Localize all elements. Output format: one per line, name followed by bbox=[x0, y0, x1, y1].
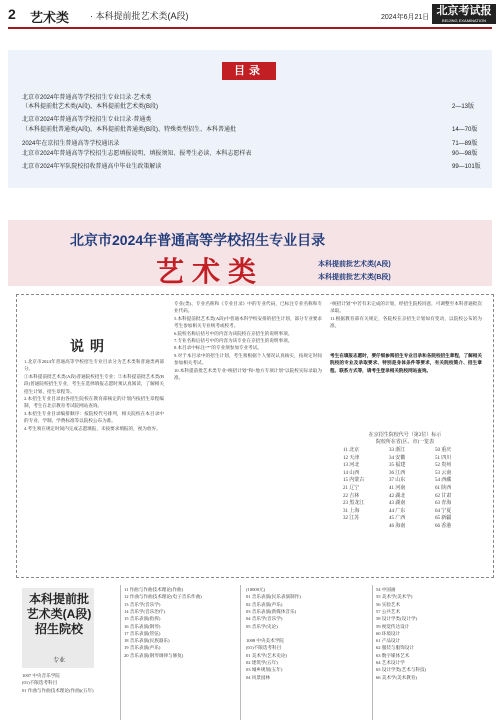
bottom-list-item: 15 音乐表演(指挥) bbox=[124, 616, 161, 622]
bottom-list-item: 54 中国画 bbox=[376, 587, 396, 592]
table-row bbox=[335, 469, 475, 477]
explanation-paragraph: 专业(类)、专业名称和《专业目录》中的专业代码，已标注专业名称和专业代码。 bbox=[174, 301, 322, 314]
bottom-list-item: 04 音乐学(音乐学) bbox=[246, 616, 283, 622]
recommend-title-line: 招生院校 bbox=[34, 622, 83, 636]
bottom-list-item: 19 音乐表演(声乐) bbox=[124, 645, 161, 651]
bottom-list-item: 03 音乐表演(新媒体音乐) bbox=[246, 608, 297, 614]
bottom-list-item: 64 艺术设计学 bbox=[376, 660, 405, 665]
banner-line-b: 本科提前批艺术类(B段) bbox=[318, 274, 391, 281]
explanation-paragraph: ①本科提前批艺术类(A段)普通院校招生专业；②本科提前批艺术类(B段)普通院校招生专业，考生在选择填报志愿时须认真阅读，了解相关招生计划、招生章程等。 bbox=[24, 373, 164, 394]
toc-line-text: 北京市2024年普通高等学校招生志愿填报说明、填报须知、报考生必读、本科志愿样表 bbox=[22, 151, 252, 157]
toc-line-text: 2024年在京招生普通高等学校通讯录 bbox=[22, 141, 120, 147]
bottom-list-item: 61 产品设计 bbox=[376, 638, 401, 644]
bottom-list-item: 59 视觉传达设计 bbox=[376, 623, 410, 629]
table-cell: 51 四川 bbox=[435, 455, 452, 461]
explanation-paragraph: 2.本招生专业目录由各招生院校在教育部核定的计划内按招生章程编制，考生在北京教育考试院网站查询。 bbox=[24, 396, 164, 409]
bottom-list-item: (01)不限选考科目 bbox=[22, 680, 58, 686]
table-cell: 11 北京 bbox=[343, 448, 360, 453]
explanation-paragraph: 4.考生须在规定时间内完成志愿填报，未按要求填报的，视为放弃。 bbox=[24, 425, 161, 431]
recommend-title bbox=[26, 592, 92, 637]
toc-line bbox=[22, 101, 475, 110]
table-cell: 12 天津 bbox=[343, 455, 360, 461]
toc-line bbox=[22, 92, 151, 101]
toc-line-page: 90—98版 bbox=[452, 151, 478, 157]
bottom-list-item: 16 音乐表演(钢琴) bbox=[124, 623, 161, 629]
bottom-list-item: 11 作曲与作曲技术理论(作曲) bbox=[124, 587, 184, 592]
table-row bbox=[335, 507, 475, 515]
bottom-list-item: 60 环境设计 bbox=[376, 630, 401, 636]
explanation-paragraph: 3.本招生专业目录编排顺序：按院校代号排列，相关院校在本目录中的专业、学制、学费标准等以院校公布为准。 bbox=[24, 410, 164, 424]
explanation-paragraph: 7.专业名称后括号中的内容为该专业在京招生的说明事项。 bbox=[174, 338, 293, 344]
explanation-paragraph: 11.根据教育部有关规定，各院校在京招生计划如有变动，以院校公布的为准。 bbox=[330, 315, 482, 329]
table-cell: 64 宁夏 bbox=[435, 508, 452, 514]
table-cell: 31 上海 bbox=[343, 508, 360, 514]
toc-line-text: 北京市2024年军队院校招收普通高中毕业生政策解读 bbox=[22, 164, 162, 170]
toc-line bbox=[22, 124, 478, 133]
table-cell: 42 湖北 bbox=[389, 493, 406, 499]
bottom-list-item: (10000元) bbox=[246, 587, 266, 592]
bottom-list-item: 1007 中央音乐学院 bbox=[22, 673, 60, 678]
province-code-table bbox=[335, 432, 475, 530]
column-divider bbox=[120, 585, 121, 720]
bottom-list-item: 01 美术学(艺术史论) bbox=[246, 652, 287, 658]
explanation-column-2 bbox=[174, 300, 322, 381]
table-cell: 53 云南 bbox=[435, 470, 452, 476]
bottom-list-item: 02 建筑学(五年) bbox=[246, 660, 278, 665]
bottom-list-item: 01 作曲与作曲技术理论(作曲)(五年) bbox=[22, 687, 94, 693]
toc-line-page: 99—101版 bbox=[452, 164, 481, 170]
toc-line-page: 71—89版 bbox=[452, 141, 478, 147]
header-rule bbox=[8, 27, 492, 29]
bottom-list-item: 66 美术学(美术教育) bbox=[376, 674, 417, 680]
recommend-sub: 专业 bbox=[52, 658, 65, 664]
bottom-list-item: 14 音乐学(音乐治疗) bbox=[124, 608, 165, 614]
banner-title: 北京市2024年普通高等学校招生专业目录 bbox=[70, 232, 326, 248]
toc-line bbox=[22, 161, 481, 170]
toc-title: 目录 bbox=[222, 62, 276, 80]
table-cell: 36 江西 bbox=[389, 470, 406, 476]
bottom-list-item: 03 城乡规划(五年) bbox=[246, 667, 283, 673]
table-row bbox=[335, 454, 475, 462]
toc-line-text: 北京市2024年普通高等学校招生专业目录·普通类 bbox=[22, 117, 152, 123]
page-header bbox=[4, 4, 496, 26]
table-cell: 65 新疆 bbox=[435, 516, 452, 522]
bottom-list-item: 57 公共艺术 bbox=[376, 608, 401, 614]
bottom-list-item: 02 音乐表演(声乐) bbox=[246, 601, 283, 607]
bottom-list-item: 05 音乐学(史论) bbox=[246, 623, 278, 629]
column-divider bbox=[240, 585, 241, 720]
table-cell: 44 广东 bbox=[389, 508, 406, 514]
bottom-list-item: 65 设计学类(艺术与科技) bbox=[376, 667, 427, 673]
table-cell: 66 香港 bbox=[435, 523, 452, 529]
table-cell: 23 黑龙江 bbox=[343, 501, 365, 507]
toc-line-page: 2—13版 bbox=[452, 104, 475, 110]
table-cell: 45 广西 bbox=[389, 516, 406, 522]
table-cell: 62 甘肃 bbox=[435, 493, 452, 499]
table-cell: 37 山东 bbox=[389, 478, 406, 484]
issue-date: 2024年6月21日 bbox=[381, 14, 430, 21]
bottom-list-item: 20 音乐表演(钢琴调律与修复) bbox=[124, 652, 184, 658]
toc-line-text: （本科提前批艺术类(A段)、本科提前批艺术类(B段) bbox=[22, 104, 158, 110]
table-row bbox=[335, 476, 475, 484]
toc-line-page: 14—70版 bbox=[452, 127, 478, 133]
explanation-paragraph: 9.对于本目录中的招生计划，考生须根据个人情况认真核实，按规定时间参加相关考试。 bbox=[174, 352, 322, 366]
toc-line bbox=[22, 138, 478, 147]
table-cell: 46 海南 bbox=[389, 523, 406, 529]
explanation-paragraph: “统招计划”中若有未完成的计划，经招生院校同意，可调整至本科普通批次录取。 bbox=[330, 301, 482, 314]
bottom-list-item: 56 实验艺术 bbox=[376, 601, 401, 607]
table-cell: 35 福建 bbox=[389, 463, 406, 469]
explanation-column-3 bbox=[330, 300, 482, 330]
page-number: 2 bbox=[8, 6, 16, 22]
bottom-list-item: 62 服装与服饰设计 bbox=[376, 645, 414, 651]
table-cell: 63 青海 bbox=[435, 501, 452, 507]
section-title: 艺术类 bbox=[30, 10, 70, 25]
bottom-list-item: 55 美术学(美术学) bbox=[376, 594, 413, 600]
bottom-list-item: 13 音乐学(音乐学) bbox=[124, 601, 161, 607]
masthead-logo: 北京考试报 bbox=[432, 4, 496, 24]
table-cell: 43 湖南 bbox=[389, 501, 406, 507]
bottom-list-item: 18 音乐表演(民族器乐) bbox=[124, 638, 170, 644]
toc-line bbox=[22, 114, 151, 123]
toc-line-text: （本科提前批普通类(A段)、本科提前批普通类(B段)、特殊类型招生、本科普通批 bbox=[22, 127, 236, 133]
table-cell: 22 吉林 bbox=[343, 493, 360, 499]
bottom-list-item: 04 风景园林 bbox=[246, 674, 271, 680]
explanation-title: 说明 bbox=[70, 338, 110, 354]
bottom-list-item: (01)不限选考科目 bbox=[246, 645, 282, 651]
bottom-list-item: 12 作曲与作曲技术理论(电子音乐作曲) bbox=[124, 594, 202, 600]
toc-line-text: 北京市2024年普通高等学校招生专业目录·艺术类 bbox=[22, 95, 152, 101]
banner-line-a: 本科提前批艺术类(A段) bbox=[318, 261, 391, 268]
explanation-paragraph: 6.院校名称后括号中的内容为该院校在京招生的说明事项。 bbox=[174, 330, 293, 336]
table-cell: 52 贵州 bbox=[435, 463, 452, 469]
explanation-paragraph: 5.本科提前批艺术类(A段)中普通本科学校安排的招生计划，部分专业要求考生参加相关专业统考或校考。 bbox=[174, 315, 322, 329]
table-cell: 41 河南 bbox=[389, 485, 406, 491]
explanation-paragraph: 8.本目录中标注“*”的专业须参加专业考试。 bbox=[174, 345, 262, 351]
table-cell: 15 内蒙古 bbox=[343, 478, 365, 484]
table-cell: 21 辽宁 bbox=[343, 485, 360, 491]
recommend-title-line: 本科提前批 bbox=[28, 592, 89, 606]
table-cell: 32 江苏 bbox=[343, 516, 360, 522]
bottom-list-item: 17 音乐表演(管弦) bbox=[124, 630, 161, 636]
table-row bbox=[335, 492, 475, 500]
table-row bbox=[335, 514, 475, 522]
bottom-list-item: 1008 中央美术学院 bbox=[246, 638, 284, 644]
table-cell: 61 陕西 bbox=[435, 485, 452, 491]
explanation-paragraph: 1.北京市2024年普通高等学校招生专业目录分为艺术类和普通类两部分。 bbox=[24, 359, 164, 372]
table-cell: 14 山西 bbox=[343, 470, 360, 476]
toc-line bbox=[22, 148, 478, 157]
table-row bbox=[335, 446, 475, 454]
recommend-title-line: 艺术类(A段) bbox=[26, 607, 92, 621]
table-row bbox=[335, 499, 475, 507]
section-subtitle: · 本科提前批艺术类(A段) bbox=[90, 11, 189, 21]
bottom-list-item: 01 音乐表演(民乐表演制作) bbox=[246, 594, 301, 600]
table-cell: 13 河北 bbox=[343, 463, 360, 469]
table-row bbox=[335, 522, 475, 530]
bottom-list-item: 58 设计学类(设计学) bbox=[376, 616, 417, 622]
table-cell: 54 西藏 bbox=[435, 478, 452, 484]
table-cell: 33 浙江 bbox=[389, 448, 406, 453]
table-cell: 34 安徽 bbox=[389, 455, 406, 461]
table-caption-2: 院校所在省(区、市)一览表 bbox=[375, 440, 435, 445]
banner-big-title: 艺术类 bbox=[156, 256, 265, 287]
explanation-column-1 bbox=[24, 358, 164, 432]
table-caption-1: 在京招生院校代号（第2位）标示 bbox=[368, 433, 442, 438]
table-row bbox=[335, 484, 475, 492]
masthead-en: BEIJING EXAMINATION bbox=[442, 18, 486, 23]
explanation-paragraph: 10.本科提前批艺术类专业“统招计划”和“地方专项计划”以院校实际录取为准。 bbox=[174, 367, 322, 381]
table-row bbox=[335, 461, 475, 469]
bold-note: 考生在填报志愿时，要仔细参阅招生专业目录和各院校招生章程，了解相关院校的专业及录取要求、特别是身体条件等要求，有关院校简介、招生章程、联系方式等，请考生登录相关院校网站查询。 bbox=[330, 353, 482, 373]
column-divider bbox=[372, 585, 373, 720]
table-cell: 50 重庆 bbox=[435, 448, 452, 453]
bottom-list-item: 63 数字媒体艺术 bbox=[376, 652, 410, 658]
